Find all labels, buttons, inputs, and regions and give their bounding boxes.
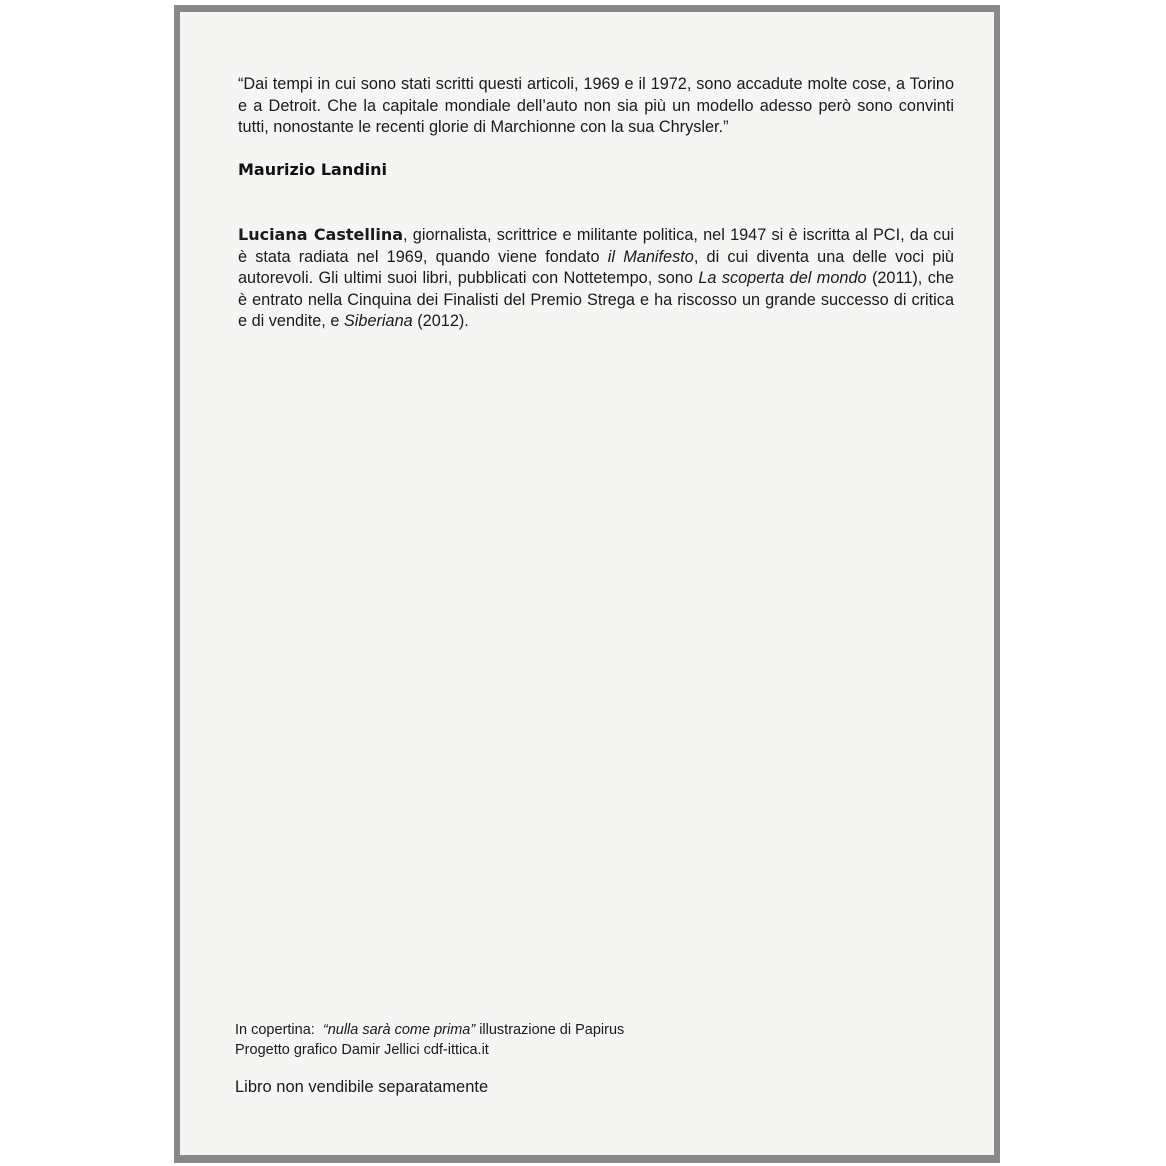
bio-italic-1: il Manifesto — [607, 247, 694, 266]
sale-notice: Libro non vendibile separatamente — [235, 1078, 489, 1096]
cover-credit — [235, 1020, 955, 1040]
quote-author: Maurizio Landini — [238, 160, 388, 179]
bio-name: Luciana Castellina — [238, 225, 404, 244]
cover-credit-title: “nulla sarà come prima” — [322, 1022, 476, 1038]
cover-credit-suffix: illustrazione di Papirus — [475, 1022, 625, 1038]
bio-text-3: (2011), che è entrato nella Cinquina dei Finalisti del Premio Strega e ha riscosso un grande successo di critica e di vendite, e — [238, 269, 954, 330]
cover-credit-prefix: In copertina: — [235, 1022, 323, 1038]
back-cover — [180, 12, 994, 1155]
credits — [235, 1020, 955, 1060]
quote-text: “Dai tempi in cui sono stati scritti questi articoli, 1969 e il 1972, sono accadute molte cose, a Torino e a Detroit. Che la capitale mondiale dell’auto non sia più un modello adesso però sono convinti tutti, nonostante le recenti glorie di Marchionne con la sua Chrysler.” — [238, 75, 954, 136]
bio-text-4: (2012). — [412, 312, 469, 330]
bio-italic-2: La scoperta del mondo — [698, 269, 867, 287]
bio-text-2: , di cui diventa una delle voci più autorevoli. Gli ultimi suoi libri, pubblicati con Nottetempo, sono — [238, 247, 954, 287]
bio-text-1: , giornalista, scrittrice e militante politica, nel 1947 si è iscritta al PCI, da cui è stata radiata nel 1969, quando viene fondato — [238, 226, 954, 266]
author-bio — [238, 224, 954, 333]
bio-italic-3: Siberiana — [343, 312, 413, 330]
design-credit: Progetto grafico Damir Jellici cdf-ittica.it — [235, 1042, 489, 1058]
